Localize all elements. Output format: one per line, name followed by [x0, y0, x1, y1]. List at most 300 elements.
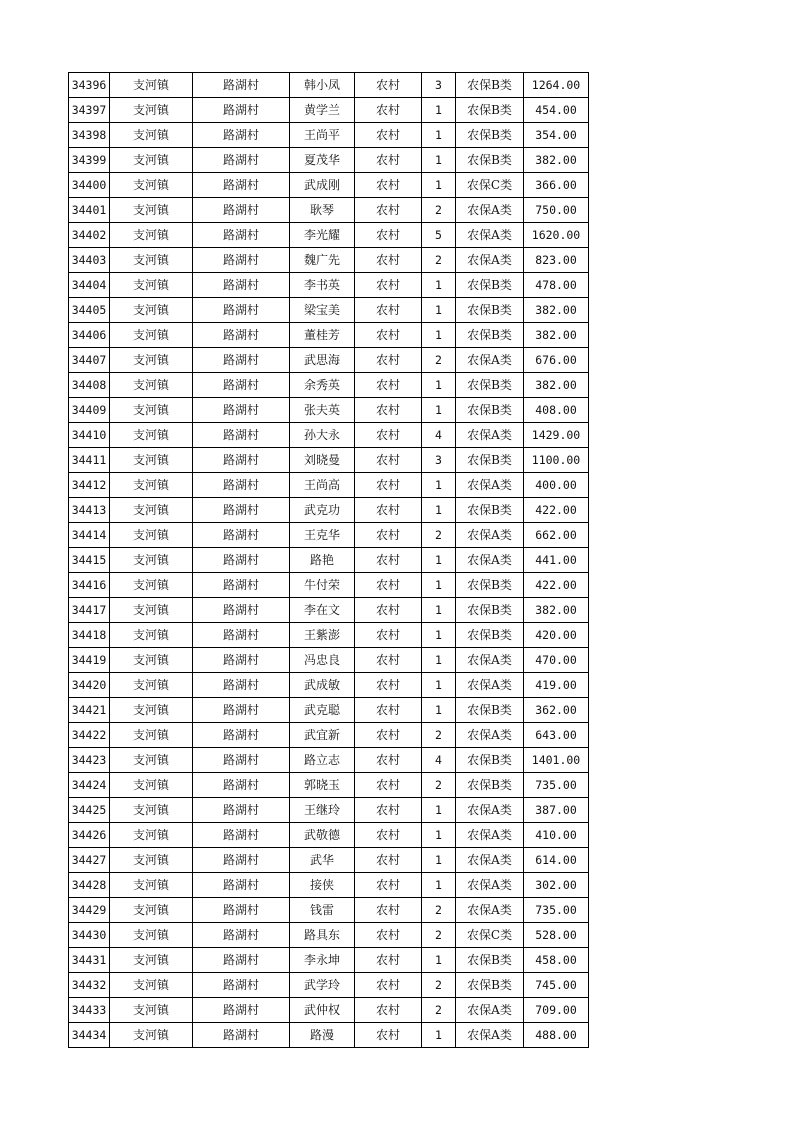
- table-row: [69, 848, 589, 873]
- row-id-cell: 34413: [69, 498, 110, 523]
- amount-cell: 408.00: [524, 398, 589, 423]
- village-cell: 路湖村: [193, 973, 290, 998]
- household-count-cell: 2: [422, 523, 456, 548]
- insurance-class-cell: 农保B类: [456, 748, 524, 773]
- row-id-cell: 34420: [69, 673, 110, 698]
- table-row: [69, 598, 589, 623]
- village-cell: 路湖村: [193, 673, 290, 698]
- area-type-cell: 农村: [355, 73, 422, 98]
- name-cell: 梁宝美: [290, 298, 355, 323]
- town-cell: 支河镇: [110, 698, 193, 723]
- table-row: [69, 298, 589, 323]
- insurance-class-cell: 农保B类: [456, 623, 524, 648]
- household-count-cell: 1: [422, 623, 456, 648]
- amount-cell: 410.00: [524, 823, 589, 848]
- town-cell: 支河镇: [110, 773, 193, 798]
- name-cell: 武华: [290, 848, 355, 873]
- data-table: [68, 72, 589, 1048]
- insurance-class-cell: 农保B类: [456, 298, 524, 323]
- household-count-cell: 1: [422, 98, 456, 123]
- amount-cell: 366.00: [524, 173, 589, 198]
- town-cell: 支河镇: [110, 498, 193, 523]
- insurance-class-cell: 农保A类: [456, 798, 524, 823]
- table-row: [69, 448, 589, 473]
- village-cell: 路湖村: [193, 798, 290, 823]
- table-row: [69, 998, 589, 1023]
- name-cell: 武敬德: [290, 823, 355, 848]
- amount-cell: 419.00: [524, 673, 589, 698]
- name-cell: 路艳: [290, 548, 355, 573]
- name-cell: 路立志: [290, 748, 355, 773]
- insurance-class-cell: 农保B类: [456, 323, 524, 348]
- area-type-cell: 农村: [355, 773, 422, 798]
- amount-cell: 1401.00: [524, 748, 589, 773]
- table-row: [69, 723, 589, 748]
- table-row: [69, 123, 589, 148]
- area-type-cell: 农村: [355, 123, 422, 148]
- area-type-cell: 农村: [355, 273, 422, 298]
- name-cell: 王紫澎: [290, 623, 355, 648]
- area-type-cell: 农村: [355, 423, 422, 448]
- area-type-cell: 农村: [355, 98, 422, 123]
- row-id-cell: 34403: [69, 248, 110, 273]
- name-cell: 路具东: [290, 923, 355, 948]
- amount-cell: 400.00: [524, 473, 589, 498]
- area-type-cell: 农村: [355, 798, 422, 823]
- table-row: [69, 823, 589, 848]
- area-type-cell: 农村: [355, 348, 422, 373]
- table-row: [69, 773, 589, 798]
- table-row: [69, 73, 589, 98]
- amount-cell: 676.00: [524, 348, 589, 373]
- village-cell: 路湖村: [193, 123, 290, 148]
- village-cell: 路湖村: [193, 523, 290, 548]
- household-count-cell: 1: [422, 323, 456, 348]
- household-count-cell: 1: [422, 673, 456, 698]
- area-type-cell: 农村: [355, 323, 422, 348]
- name-cell: 武克功: [290, 498, 355, 523]
- town-cell: 支河镇: [110, 873, 193, 898]
- household-count-cell: 2: [422, 773, 456, 798]
- area-type-cell: 农村: [355, 723, 422, 748]
- amount-cell: 422.00: [524, 498, 589, 523]
- name-cell: 接侠: [290, 873, 355, 898]
- household-count-cell: 1: [422, 273, 456, 298]
- household-count-cell: 1: [422, 498, 456, 523]
- village-cell: 路湖村: [193, 623, 290, 648]
- amount-cell: 823.00: [524, 248, 589, 273]
- village-cell: 路湖村: [193, 923, 290, 948]
- row-id-cell: 34425: [69, 798, 110, 823]
- village-cell: 路湖村: [193, 573, 290, 598]
- household-count-cell: 1: [422, 148, 456, 173]
- table-row: [69, 198, 589, 223]
- town-cell: 支河镇: [110, 623, 193, 648]
- row-id-cell: 34412: [69, 473, 110, 498]
- insurance-class-cell: 农保B类: [456, 573, 524, 598]
- amount-cell: 362.00: [524, 698, 589, 723]
- insurance-class-cell: 农保B类: [456, 448, 524, 473]
- town-cell: 支河镇: [110, 98, 193, 123]
- insurance-class-cell: 农保A类: [456, 423, 524, 448]
- name-cell: 武思海: [290, 348, 355, 373]
- insurance-class-cell: 农保B类: [456, 73, 524, 98]
- table-row: [69, 523, 589, 548]
- town-cell: 支河镇: [110, 598, 193, 623]
- town-cell: 支河镇: [110, 848, 193, 873]
- town-cell: 支河镇: [110, 948, 193, 973]
- town-cell: 支河镇: [110, 323, 193, 348]
- row-id-cell: 34398: [69, 123, 110, 148]
- insurance-class-cell: 农保A类: [456, 223, 524, 248]
- name-cell: 夏茂华: [290, 148, 355, 173]
- insurance-class-cell: 农保A类: [456, 473, 524, 498]
- table-row: [69, 748, 589, 773]
- household-count-cell: 1: [422, 398, 456, 423]
- village-cell: 路湖村: [193, 698, 290, 723]
- village-cell: 路湖村: [193, 773, 290, 798]
- amount-cell: 528.00: [524, 923, 589, 948]
- town-cell: 支河镇: [110, 548, 193, 573]
- household-count-cell: 2: [422, 923, 456, 948]
- name-cell: 余秀英: [290, 373, 355, 398]
- village-cell: 路湖村: [193, 1023, 290, 1048]
- name-cell: 牛付荣: [290, 573, 355, 598]
- village-cell: 路湖村: [193, 598, 290, 623]
- town-cell: 支河镇: [110, 373, 193, 398]
- name-cell: 张夫英: [290, 398, 355, 423]
- village-cell: 路湖村: [193, 323, 290, 348]
- row-id-cell: 34421: [69, 698, 110, 723]
- insurance-class-cell: 农保B类: [456, 698, 524, 723]
- household-count-cell: 3: [422, 448, 456, 473]
- village-cell: 路湖村: [193, 198, 290, 223]
- area-type-cell: 农村: [355, 823, 422, 848]
- row-id-cell: 34401: [69, 198, 110, 223]
- amount-cell: 1620.00: [524, 223, 589, 248]
- table-row: [69, 948, 589, 973]
- name-cell: 耿琴: [290, 198, 355, 223]
- household-count-cell: 1: [422, 648, 456, 673]
- row-id-cell: 34417: [69, 598, 110, 623]
- area-type-cell: 农村: [355, 448, 422, 473]
- amount-cell: 643.00: [524, 723, 589, 748]
- area-type-cell: 农村: [355, 548, 422, 573]
- household-count-cell: 2: [422, 348, 456, 373]
- row-id-cell: 34400: [69, 173, 110, 198]
- table-row: [69, 973, 589, 998]
- area-type-cell: 农村: [355, 873, 422, 898]
- table-row: [69, 1023, 589, 1048]
- row-id-cell: 34432: [69, 973, 110, 998]
- town-cell: 支河镇: [110, 1023, 193, 1048]
- household-count-cell: 2: [422, 248, 456, 273]
- name-cell: 黄学兰: [290, 98, 355, 123]
- row-id-cell: 34431: [69, 948, 110, 973]
- amount-cell: 382.00: [524, 148, 589, 173]
- table-row: [69, 98, 589, 123]
- town-cell: 支河镇: [110, 648, 193, 673]
- table-row: [69, 873, 589, 898]
- household-count-cell: 1: [422, 698, 456, 723]
- area-type-cell: 农村: [355, 523, 422, 548]
- town-cell: 支河镇: [110, 923, 193, 948]
- amount-cell: 382.00: [524, 373, 589, 398]
- row-id-cell: 34430: [69, 923, 110, 948]
- name-cell: 武仲权: [290, 998, 355, 1023]
- insurance-class-cell: 农保A类: [456, 523, 524, 548]
- village-cell: 路湖村: [193, 423, 290, 448]
- household-count-cell: 2: [422, 198, 456, 223]
- insurance-class-cell: 农保A类: [456, 648, 524, 673]
- town-cell: 支河镇: [110, 173, 193, 198]
- insurance-class-cell: 农保B类: [456, 273, 524, 298]
- area-type-cell: 农村: [355, 748, 422, 773]
- name-cell: 魏广先: [290, 248, 355, 273]
- amount-cell: 745.00: [524, 973, 589, 998]
- village-cell: 路湖村: [193, 723, 290, 748]
- household-count-cell: 1: [422, 848, 456, 873]
- amount-cell: 382.00: [524, 298, 589, 323]
- table-row: [69, 698, 589, 723]
- area-type-cell: 农村: [355, 948, 422, 973]
- amount-cell: 302.00: [524, 873, 589, 898]
- amount-cell: 1100.00: [524, 448, 589, 473]
- name-cell: 武成刚: [290, 173, 355, 198]
- amount-cell: 382.00: [524, 598, 589, 623]
- town-cell: 支河镇: [110, 823, 193, 848]
- town-cell: 支河镇: [110, 573, 193, 598]
- row-id-cell: 34402: [69, 223, 110, 248]
- row-id-cell: 34434: [69, 1023, 110, 1048]
- name-cell: 路漫: [290, 1023, 355, 1048]
- row-id-cell: 34408: [69, 373, 110, 398]
- table-body: [69, 73, 589, 1048]
- row-id-cell: 34406: [69, 323, 110, 348]
- name-cell: 郭晓玉: [290, 773, 355, 798]
- area-type-cell: 农村: [355, 248, 422, 273]
- village-cell: 路湖村: [193, 298, 290, 323]
- insurance-class-cell: 农保A类: [456, 998, 524, 1023]
- household-count-cell: 1: [422, 473, 456, 498]
- insurance-class-cell: 农保A类: [456, 348, 524, 373]
- area-type-cell: 农村: [355, 1023, 422, 1048]
- row-id-cell: 34410: [69, 423, 110, 448]
- insurance-class-cell: 农保A类: [456, 823, 524, 848]
- row-id-cell: 34416: [69, 573, 110, 598]
- town-cell: 支河镇: [110, 198, 193, 223]
- amount-cell: 488.00: [524, 1023, 589, 1048]
- row-id-cell: 34397: [69, 98, 110, 123]
- row-id-cell: 34428: [69, 873, 110, 898]
- table-row: [69, 273, 589, 298]
- insurance-class-cell: 农保B类: [456, 598, 524, 623]
- insurance-class-cell: 农保B类: [456, 98, 524, 123]
- row-id-cell: 34414: [69, 523, 110, 548]
- town-cell: 支河镇: [110, 348, 193, 373]
- insurance-class-cell: 农保B类: [456, 123, 524, 148]
- table-row: [69, 348, 589, 373]
- area-type-cell: 农村: [355, 398, 422, 423]
- household-count-cell: 1: [422, 598, 456, 623]
- household-count-cell: 2: [422, 898, 456, 923]
- household-count-cell: 1: [422, 873, 456, 898]
- village-cell: 路湖村: [193, 548, 290, 573]
- table-row: [69, 373, 589, 398]
- area-type-cell: 农村: [355, 473, 422, 498]
- amount-cell: 614.00: [524, 848, 589, 873]
- town-cell: 支河镇: [110, 273, 193, 298]
- village-cell: 路湖村: [193, 998, 290, 1023]
- area-type-cell: 农村: [355, 973, 422, 998]
- table-row: [69, 398, 589, 423]
- table-row: [69, 173, 589, 198]
- village-cell: 路湖村: [193, 273, 290, 298]
- amount-cell: 441.00: [524, 548, 589, 573]
- amount-cell: 420.00: [524, 623, 589, 648]
- amount-cell: 354.00: [524, 123, 589, 148]
- name-cell: 王尚高: [290, 473, 355, 498]
- amount-cell: 735.00: [524, 898, 589, 923]
- table-row: [69, 498, 589, 523]
- table-row: [69, 548, 589, 573]
- area-type-cell: 农村: [355, 173, 422, 198]
- row-id-cell: 34411: [69, 448, 110, 473]
- area-type-cell: 农村: [355, 498, 422, 523]
- name-cell: 王继玲: [290, 798, 355, 823]
- household-count-cell: 1: [422, 573, 456, 598]
- table-row: [69, 623, 589, 648]
- table-row: [69, 798, 589, 823]
- town-cell: 支河镇: [110, 973, 193, 998]
- village-cell: 路湖村: [193, 473, 290, 498]
- area-type-cell: 农村: [355, 698, 422, 723]
- insurance-class-cell: 农保B类: [456, 498, 524, 523]
- household-count-cell: 1: [422, 1023, 456, 1048]
- insurance-class-cell: 农保B类: [456, 148, 524, 173]
- area-type-cell: 农村: [355, 598, 422, 623]
- name-cell: 李永坤: [290, 948, 355, 973]
- area-type-cell: 农村: [355, 623, 422, 648]
- name-cell: 刘晓曼: [290, 448, 355, 473]
- town-cell: 支河镇: [110, 723, 193, 748]
- household-count-cell: 2: [422, 973, 456, 998]
- row-id-cell: 34422: [69, 723, 110, 748]
- row-id-cell: 34418: [69, 623, 110, 648]
- village-cell: 路湖村: [193, 348, 290, 373]
- table-row: [69, 473, 589, 498]
- village-cell: 路湖村: [193, 73, 290, 98]
- table-row: [69, 898, 589, 923]
- row-id-cell: 34427: [69, 848, 110, 873]
- village-cell: 路湖村: [193, 398, 290, 423]
- row-id-cell: 34415: [69, 548, 110, 573]
- table-row: [69, 148, 589, 173]
- household-count-cell: 4: [422, 423, 456, 448]
- village-cell: 路湖村: [193, 873, 290, 898]
- table-row: [69, 573, 589, 598]
- household-count-cell: 1: [422, 948, 456, 973]
- village-cell: 路湖村: [193, 648, 290, 673]
- town-cell: 支河镇: [110, 798, 193, 823]
- insurance-class-cell: 农保B类: [456, 373, 524, 398]
- insurance-class-cell: 农保B类: [456, 773, 524, 798]
- household-count-cell: 1: [422, 173, 456, 198]
- insurance-class-cell: 农保A类: [456, 548, 524, 573]
- household-count-cell: 1: [422, 798, 456, 823]
- amount-cell: 478.00: [524, 273, 589, 298]
- name-cell: 董桂芳: [290, 323, 355, 348]
- village-cell: 路湖村: [193, 223, 290, 248]
- household-count-cell: 2: [422, 998, 456, 1023]
- town-cell: 支河镇: [110, 248, 193, 273]
- name-cell: 武克聪: [290, 698, 355, 723]
- area-type-cell: 农村: [355, 148, 422, 173]
- amount-cell: 387.00: [524, 798, 589, 823]
- town-cell: 支河镇: [110, 223, 193, 248]
- table-row: [69, 248, 589, 273]
- area-type-cell: 农村: [355, 898, 422, 923]
- village-cell: 路湖村: [193, 148, 290, 173]
- household-count-cell: 1: [422, 373, 456, 398]
- name-cell: 武宜新: [290, 723, 355, 748]
- insurance-class-cell: 农保A类: [456, 723, 524, 748]
- name-cell: 武学玲: [290, 973, 355, 998]
- insurance-class-cell: 农保B类: [456, 973, 524, 998]
- name-cell: 孙大永: [290, 423, 355, 448]
- insurance-class-cell: 农保A类: [456, 873, 524, 898]
- name-cell: 王克华: [290, 523, 355, 548]
- name-cell: 冯忠良: [290, 648, 355, 673]
- town-cell: 支河镇: [110, 298, 193, 323]
- row-id-cell: 34424: [69, 773, 110, 798]
- insurance-class-cell: 农保A类: [456, 1023, 524, 1048]
- village-cell: 路湖村: [193, 98, 290, 123]
- row-id-cell: 34426: [69, 823, 110, 848]
- row-id-cell: 34429: [69, 898, 110, 923]
- amount-cell: 1429.00: [524, 423, 589, 448]
- row-id-cell: 34409: [69, 398, 110, 423]
- household-count-cell: 4: [422, 748, 456, 773]
- village-cell: 路湖村: [193, 498, 290, 523]
- town-cell: 支河镇: [110, 423, 193, 448]
- name-cell: 李书英: [290, 273, 355, 298]
- amount-cell: 750.00: [524, 198, 589, 223]
- name-cell: 李光耀: [290, 223, 355, 248]
- household-count-cell: 3: [422, 73, 456, 98]
- town-cell: 支河镇: [110, 398, 193, 423]
- village-cell: 路湖村: [193, 173, 290, 198]
- area-type-cell: 农村: [355, 373, 422, 398]
- table-row: [69, 323, 589, 348]
- insurance-class-cell: 农保A类: [456, 198, 524, 223]
- area-type-cell: 农村: [355, 673, 422, 698]
- table-row: [69, 223, 589, 248]
- town-cell: 支河镇: [110, 998, 193, 1023]
- row-id-cell: 34405: [69, 298, 110, 323]
- insurance-class-cell: 农保A类: [456, 673, 524, 698]
- town-cell: 支河镇: [110, 148, 193, 173]
- name-cell: 武成敏: [290, 673, 355, 698]
- village-cell: 路湖村: [193, 748, 290, 773]
- amount-cell: 662.00: [524, 523, 589, 548]
- row-id-cell: 34407: [69, 348, 110, 373]
- row-id-cell: 34399: [69, 148, 110, 173]
- amount-cell: 422.00: [524, 573, 589, 598]
- household-count-cell: 1: [422, 298, 456, 323]
- town-cell: 支河镇: [110, 448, 193, 473]
- name-cell: 钱雷: [290, 898, 355, 923]
